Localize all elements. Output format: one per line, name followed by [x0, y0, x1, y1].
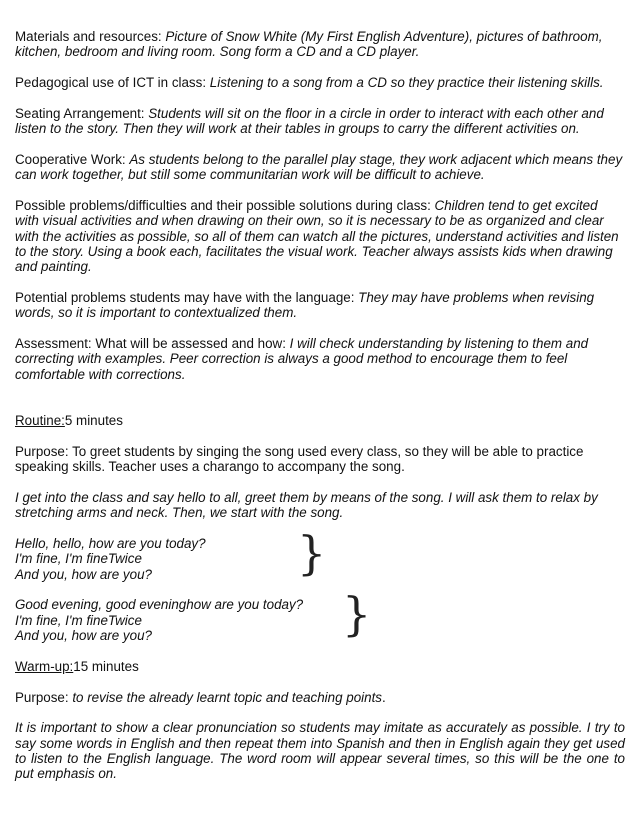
- warmup-duration: 15 minutes: [73, 658, 139, 674]
- song-line: I'm fine, I'm fineTwice: [15, 551, 142, 567]
- warmup-purpose-end: .: [382, 689, 386, 705]
- seating-text: Students will sit on the floor in a circle in order to interact with each other and listen to the story. Then they will work at their tables in groups to carry the different activities on.: [15, 105, 604, 137]
- language-paragraph: [15, 290, 625, 321]
- materials-paragraph: [15, 29, 625, 60]
- seating-label: Seating Arrangement:: [15, 105, 149, 121]
- cooperative-label: Cooperative Work:: [15, 151, 130, 167]
- problems-label: Possible problems/difficulties and their possible solutions during class:: [15, 198, 435, 214]
- language-label: Potential problems students may have with the language:: [15, 290, 359, 306]
- ict-text: Listening to a song from a CD so they practice their listening skills.: [209, 75, 604, 91]
- section-spacer: [15, 398, 625, 414]
- cooperative-text: As students belong to the parallel play stage, they work adjacent which means they can work together, but still some communitarian work will be difficult to achieve.: [15, 151, 623, 183]
- seating-paragraph: [15, 106, 625, 137]
- assessment-paragraph: [15, 336, 625, 382]
- routine-heading: [15, 413, 625, 428]
- warmup-heading: [15, 659, 625, 674]
- assessment-text: I will check understanding by listening to them and correcting with examples. Peer correction is always a good method to encourage them to feel comfortable with corrections.: [15, 336, 589, 382]
- materials-text: Picture of Snow White (My First English Adventure), pictures of bathroom, kitchen, bedroom and living room. Song form a CD and a CD player.: [15, 29, 603, 60]
- routine-duration: 5 minutes: [64, 413, 123, 429]
- routine-label: Routine:: [15, 413, 65, 429]
- right-brace-icon: }: [342, 587, 372, 642]
- right-brace-icon: }: [297, 526, 327, 581]
- problems-text: Children tend to get excited with visual activities and when drawing on their own, so it is necessary to be as organized and clear with the activities as possible, so all of them can watch all the pictures, understand activities and listen to the story. Using a book each, facilitates the visual work. Teacher always assists kids when drawing and painting.: [15, 198, 619, 275]
- song-line: Good evening, good eveninghow are you today?: [15, 597, 304, 613]
- warmup-label: Warm-up:: [15, 658, 74, 674]
- cooperative-paragraph: [15, 152, 625, 183]
- assessment-label: Assessment: What will be assessed and how:: [15, 336, 290, 352]
- warmup-purpose-label: Purpose:: [15, 689, 73, 705]
- song-line: And you, how are you?: [15, 628, 152, 644]
- routine-purpose: Purpose: To greet students by singing the song used every class, so they will be able to practice speaking skills. Teacher uses a charango to accompany the song.: [15, 443, 584, 475]
- song-line: Hello, hello, how are you today?: [15, 536, 206, 552]
- document-page: [15, 29, 625, 797]
- song-line: And you, how are you?: [15, 566, 152, 582]
- warmup-purpose: [15, 690, 625, 705]
- warmup-purpose-text: to revise the already learnt topic and teaching points: [72, 689, 382, 705]
- ict-label: Pedagogical use of ICT in class:: [15, 75, 210, 91]
- ict-paragraph: [15, 75, 625, 90]
- language-text: They may have problems when revising words, so it is important to contextualized them.: [15, 290, 595, 321]
- song-verse-2: [15, 587, 625, 644]
- warmup-description: It is important to show a clear pronunciation so students may imitate as accurately as possible. I try to say some words in English and then repeat them into Spanish and then in English again they get used to listen to the English language. The word room will appear several times, so this will be the one to put emphasis on.: [15, 720, 625, 782]
- song-verse-1: [15, 526, 625, 582]
- song-line: I'm fine, I'm fineTwice: [15, 612, 142, 628]
- materials-label: Materials and resources:: [15, 29, 166, 44]
- routine-description: I get into the class and say hello to all, greet them by means of the song. I will ask them to relax by stretching arms and neck. Then, we start with the song.: [15, 489, 598, 521]
- problems-paragraph: [15, 198, 625, 274]
